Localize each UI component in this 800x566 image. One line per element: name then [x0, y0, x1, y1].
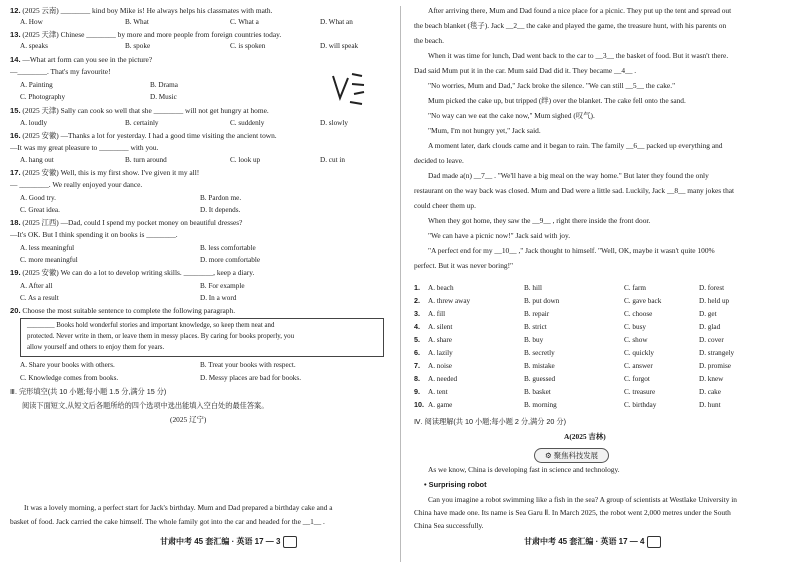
q19-stem: 19. (2025 安徽) We can do a lot to develop writing skills. ________, keep a diary.: [10, 268, 255, 277]
cloze-line-11: decided to leave.: [414, 156, 464, 165]
q16-stem: 16. (2025 安徽) —Thanks a lot for yesterday. I had a good time visiting the ancient town.: [10, 131, 277, 140]
answer-option[interactable]: C. birthday: [624, 401, 657, 409]
cloze-line-16: "We can have a picnic now!" Jack said with joy.: [428, 231, 571, 240]
page-divider: [400, 6, 401, 562]
answer-row-number: 10.: [414, 400, 424, 409]
answer-option[interactable]: A. silent: [428, 323, 453, 331]
cloze-passage-line-2: basket of food. Jack carried the cake himself. The whole family got into the car and headed for the __1__ .: [10, 517, 325, 526]
q17-option-d[interactable]: D. It depends.: [200, 206, 241, 214]
q15-option-a[interactable]: A. loudly: [20, 119, 48, 127]
q19-option-d[interactable]: D. In a word: [200, 294, 237, 302]
q20-box-line-1: ________ Books hold wonderful stories and important knowledge, so keep them neat and: [27, 322, 275, 329]
answer-option[interactable]: B. repair: [524, 310, 550, 318]
q20-box-line-3: allow yourself and others to enjoy them for years.: [27, 344, 165, 351]
robot-text-line-2: China have made one. Its name is Sea Garu Ⅱ. In March 2025, the robot went 2,000 metres under the South: [414, 508, 731, 517]
answer-option[interactable]: A. needed: [428, 375, 458, 383]
q20-option-a[interactable]: A. Share your books with others.: [20, 361, 115, 369]
q12-option-d[interactable]: D. What an: [320, 18, 353, 26]
cloze-line-8: "No way can we eat the cake now," Mum sighed (叹气).: [428, 111, 595, 120]
q17-option-c[interactable]: C. Great idea.: [20, 206, 60, 214]
q13-stem: 13. (2025 天津) Chinese ________ by more and more people from foreign countries today.: [10, 30, 282, 39]
q15-option-d[interactable]: D. slowly: [320, 119, 348, 127]
q13-option-b[interactable]: B. spoke: [125, 42, 151, 50]
q16-option-c[interactable]: C. look up: [230, 156, 261, 164]
answer-option[interactable]: D. held up: [699, 297, 730, 305]
cloze-line-17: "A perfect end for my __10__ ," Jack thought to himself. "Well, OK, maybe it wasn't quite 100%: [428, 246, 715, 255]
right-footer: 甘肃中考 45 套汇编 · 英语 17 — 4: [524, 536, 661, 548]
cloze-line-13: restaurant on the way back was closed. Mum and Dad were a little sad. Luckily, Jack __8__ many jokes that: [414, 186, 735, 195]
answer-option[interactable]: B. morning: [524, 401, 557, 409]
answer-option[interactable]: A. lazily: [428, 349, 453, 357]
answer-option[interactable]: A. game: [428, 401, 453, 409]
q20-box-line-2: protected. Never write in them, or leave them in messy places. By caring for books properly, you: [27, 333, 295, 340]
cloze-line-6: "No worries, Mum and Dad," Jack broke the silence. "We can still __5__ the cake.": [428, 81, 676, 90]
calligraphy-picture: [328, 68, 368, 110]
q17-option-b[interactable]: B. Pardon me.: [200, 194, 242, 202]
answer-option[interactable]: C. forgot: [624, 375, 650, 383]
answer-option[interactable]: C. farm: [624, 284, 646, 292]
cloze-line-10: A moment later, dark clouds came and it began to rain. The family __6__ packed up everything and: [428, 141, 723, 150]
answer-option[interactable]: B. strict: [524, 323, 547, 331]
q17-stem-2: — ________. We really enjoyed your dance.: [10, 180, 143, 189]
q12-option-b[interactable]: B. What: [125, 18, 149, 26]
q14-option-a[interactable]: A. Painting: [20, 81, 53, 89]
robot-subtitle: • Surprising robot: [424, 480, 487, 489]
answer-option[interactable]: A. tent: [428, 388, 448, 396]
q12-stem: 12. (2025 云南) ________ kind boy Mike is! He always helps his classmates with math.: [10, 6, 273, 15]
q20-option-c[interactable]: C. Knowledge comes from books.: [20, 374, 119, 382]
gear-icon: ⚙: [545, 451, 552, 460]
answer-option[interactable]: C. treasure: [624, 388, 656, 396]
answer-option[interactable]: D. strangely: [699, 349, 735, 357]
cloze-passage-line-1: It was a lovely morning, a perfect start for Jack's birthday. Mum and Dad prepared a birthday cake and a: [24, 503, 333, 512]
cloze-line-7: Mum picked the cake up, but tripped (绊) over the blanket. The cake fell onto the sand.: [428, 96, 686, 105]
cloze-line-4: When it was time for lunch, Dad went back to the car to __3__ the basket of food. But it wasn't there.: [428, 51, 729, 60]
q20-stem: 20. Choose the most suitable sentence to complete the following paragraph.: [10, 306, 236, 315]
answer-option[interactable]: A. noise: [428, 362, 452, 370]
q16-stem-2: —It was my great pleasure to ________ with you.: [10, 143, 159, 152]
cloze-line-18: perfect. But it was never boring!": [414, 261, 514, 270]
q17-stem: 17. (2025 安徽) Well, this is my first show. I've given it my all!: [10, 168, 200, 177]
q18-option-c[interactable]: C. more meaningful: [20, 256, 78, 264]
q16-option-a[interactable]: A. hang out: [20, 156, 54, 164]
answer-option[interactable]: D. cake: [699, 388, 721, 396]
left-footer: 甘肃中考 45 套汇编 · 英语 17 — 3: [160, 536, 297, 548]
section-3-heading: Ⅲ. 完形填空(共 10 小题;每小题 1.5 分,满分 15 分): [10, 387, 167, 396]
answer-option[interactable]: C. choose: [624, 310, 653, 318]
answer-option[interactable]: C. busy: [624, 323, 646, 331]
cloze-line-2: the beach blanket (毯子). Jack __2__ the cake and played the game, the treasure hunt, with his parents on: [414, 21, 727, 30]
answer-option[interactable]: B. hill: [524, 284, 542, 292]
answer-option[interactable]: D. glad: [699, 323, 721, 331]
answer-option[interactable]: B. put down: [524, 297, 560, 305]
q19-option-a[interactable]: A. After all: [20, 282, 53, 290]
q12-option-a[interactable]: A. How: [20, 18, 43, 26]
answer-option[interactable]: D. promise: [699, 362, 731, 370]
answer-option[interactable]: D. forest: [699, 284, 725, 292]
q16-option-d[interactable]: D. cut in: [320, 156, 345, 164]
q16-option-b[interactable]: B. turn around: [125, 156, 167, 164]
cloze-line-1: After arriving there, Mum and Dad found a nice place for a picnic. They put up the tent and spread out: [428, 6, 732, 15]
answer-option[interactable]: B. buy: [524, 336, 544, 344]
q14-stem-2: —________. That's my favourite!: [10, 67, 111, 76]
section-3-source: (2025 辽宁): [170, 415, 207, 424]
answer-option[interactable]: D. hunt: [699, 401, 721, 409]
q18-option-a[interactable]: A. less meaningful: [20, 244, 75, 252]
answer-row-number: 7.: [414, 361, 420, 370]
q18-option-d[interactable]: D. more comfortable: [200, 256, 261, 264]
q12-option-c[interactable]: C. What a: [230, 18, 259, 26]
answer-row-number: 9.: [414, 387, 420, 396]
q14-option-d[interactable]: D. Music: [150, 93, 177, 101]
q18-stem-2: —It's OK. But I think spending it on books is ________.: [10, 230, 178, 239]
answer-row-number: 5.: [414, 335, 420, 344]
reading-intro: As we know, China is developing fast in science and technology.: [428, 465, 620, 474]
q13-option-a[interactable]: A. speaks: [20, 42, 48, 50]
robot-text-line-3: China Sea successfully.: [414, 521, 484, 530]
q14-option-c[interactable]: C. Photography: [20, 93, 66, 101]
topic-badge: ⚙ 聚焦科技发展: [534, 448, 609, 463]
q15-option-c[interactable]: C. suddenly: [230, 119, 265, 127]
q20-option-b[interactable]: B. Treat your books with respect.: [200, 361, 296, 369]
answer-option[interactable]: B. mistake: [524, 362, 555, 370]
answer-option[interactable]: C. show: [624, 336, 648, 344]
q18-stem: 18. (2025 江西) —Dad, could I spend my pocket money on beautiful dresses?: [10, 218, 243, 227]
q19-option-c[interactable]: C. As a result: [20, 294, 59, 302]
section-3-instruction: 阅读下面短文,从短文后各题所给的四个选项中选出能填入空白处的最佳答案。: [22, 401, 269, 410]
answer-row-number: 1.: [414, 283, 420, 292]
q20-passage-box: [20, 318, 384, 357]
answer-option[interactable]: D. knew: [699, 375, 724, 383]
q18-option-b[interactable]: B. less comfortable: [200, 244, 256, 252]
answer-option[interactable]: A. share: [428, 336, 452, 344]
q13-option-d[interactable]: D. will speak: [320, 42, 359, 50]
cloze-line-15: When they got home, they saw the __9__ , right there inside the front door.: [428, 216, 651, 225]
q15-option-b[interactable]: B. certainly: [125, 119, 159, 127]
q15-stem: 15. (2025 天津) Sally can cook so well that she ________ will not get hungry at home.: [10, 106, 269, 115]
q17-option-a[interactable]: A. Good try.: [20, 194, 56, 202]
answer-option[interactable]: D. cover: [699, 336, 724, 344]
answer-option[interactable]: A. threw away: [428, 297, 471, 305]
cloze-line-12: Dad made a(n) __7__ . "We'll have a big meal on the way home." But later they found the only: [428, 171, 709, 180]
answer-option[interactable]: B. secretly: [524, 349, 555, 357]
q19-option-b[interactable]: B. For example: [200, 282, 245, 290]
cloze-line-3: the beach.: [414, 36, 444, 45]
answer-option[interactable]: A. beach: [428, 284, 454, 292]
section-4-heading: Ⅳ. 阅读理解(共 10 小题;每小题 2 分,满分 20 分): [414, 417, 567, 426]
answer-row-number: 3.: [414, 309, 420, 318]
answer-option[interactable]: B. guessed: [524, 375, 556, 383]
cloze-line-5: Dad said Mum put it in the car. Mum said Dad did it. They became __4__ .: [414, 66, 637, 75]
q14-option-b[interactable]: B. Drama: [150, 81, 178, 89]
publisher-logo-icon: [647, 536, 661, 548]
answer-option[interactable]: C. answer: [624, 362, 653, 370]
answer-row-number: 8.: [414, 374, 420, 383]
q13-option-c[interactable]: C. is spoken: [230, 42, 266, 50]
answer-row-number: 4.: [414, 322, 420, 331]
answer-option[interactable]: A. fill: [428, 310, 446, 318]
q14-stem: 14. —What art form can you see in the picture?: [10, 55, 153, 64]
cloze-line-9: "Mum, I'm not hungry yet," Jack said.: [428, 126, 541, 135]
answer-option[interactable]: D. get: [699, 310, 717, 318]
cloze-line-14: could cheer them up.: [414, 201, 476, 210]
robot-text-line-1: Can you imagine a robot swimming like a fish in the sea? A group of scientists at Westlake University in: [428, 495, 738, 504]
answer-option[interactable]: C. quickly: [624, 349, 654, 357]
answer-option[interactable]: B. basket: [524, 388, 551, 396]
answer-row-number: 6.: [414, 348, 420, 357]
answer-option[interactable]: C. gave back: [624, 297, 662, 305]
answer-row-number: 2.: [414, 296, 420, 305]
publisher-logo-icon: [283, 536, 297, 548]
reading-a-heading: A(2025 吉林): [564, 432, 606, 441]
q20-option-d[interactable]: D. Messy places are bad for books.: [200, 374, 301, 382]
